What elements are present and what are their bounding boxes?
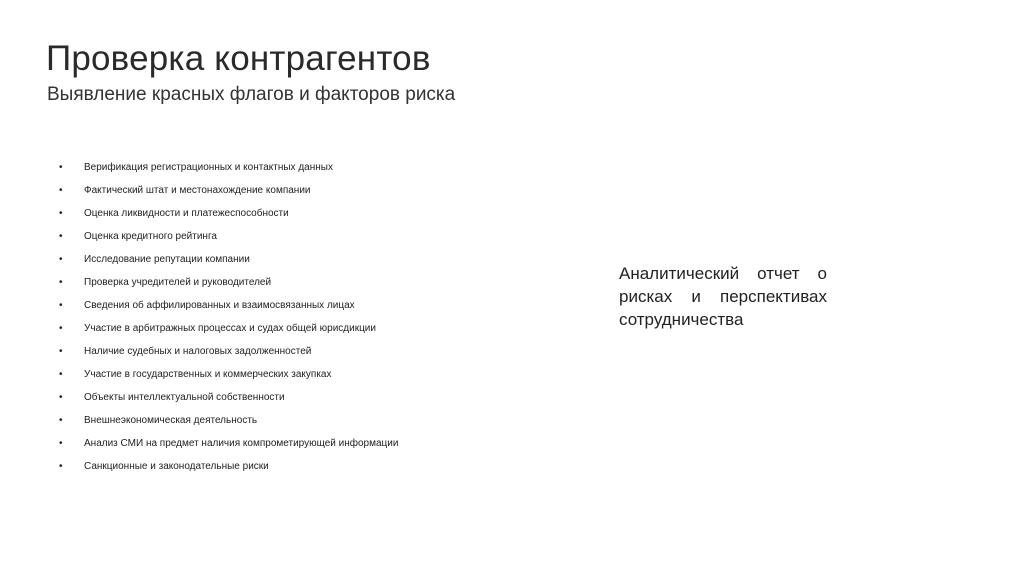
list-item [59, 342, 559, 365]
bullet-icon: • [59, 162, 63, 173]
list-item [59, 388, 559, 411]
bullet-icon: • [59, 185, 63, 196]
list-item-text: Наличие судебных и налоговых задолженностей [84, 346, 312, 357]
bullet-icon: • [59, 369, 63, 380]
list-item-text: Исследование репутации компании [84, 254, 250, 265]
list-item [59, 273, 559, 296]
list-item [59, 365, 559, 388]
list-item-text: Анализ СМИ на предмет наличия компрометирующей информации [84, 438, 399, 449]
list-item [59, 250, 559, 273]
list-item-text: Внешнеэкономическая деятельность [84, 415, 258, 426]
list-item-text: Санкционные и законодательные риски [84, 461, 269, 472]
list-item [59, 457, 559, 480]
bullet-icon: • [59, 438, 63, 449]
list-item-text: Оценка ликвидности и платежеспособности [84, 208, 289, 219]
list-item-text: Верификация регистрационных и контактных данных [84, 162, 333, 173]
bullet-icon: • [59, 254, 63, 265]
list-item [59, 296, 559, 319]
bullet-icon: • [59, 346, 63, 357]
list-item-text: Участие в государственных и коммерческих закупках [84, 369, 332, 380]
list-item [59, 434, 559, 457]
bullet-icon: • [59, 208, 63, 219]
list-item-text: Объекты интеллектуальной собственности [84, 392, 285, 403]
bullet-icon: • [59, 392, 63, 403]
list-item [59, 181, 559, 204]
list-item-text: Сведения об аффилированных и взаимосвязанных лицах [84, 300, 355, 311]
bullet-icon: • [59, 300, 63, 311]
list-item [59, 227, 559, 250]
list-item-text: Участие в арбитражных процессах и судах общей юрисдикции [84, 323, 376, 334]
list-item [59, 411, 559, 434]
bullet-icon: • [59, 231, 63, 242]
list-item-text: Оценка кредитного рейтинга [84, 231, 217, 242]
bullet-icon: • [59, 323, 63, 334]
list-item [59, 204, 559, 227]
report-summary-text: Аналитический отчет о рисках и перспективах сотрудничества [619, 264, 827, 329]
checklist [59, 158, 559, 480]
bullet-icon: • [59, 277, 63, 288]
slide-title: Проверка контрагентов [46, 39, 431, 78]
list-item-text: Проверка учредителей и руководителей [84, 277, 272, 288]
bullet-icon: • [59, 415, 63, 426]
list-item [59, 319, 559, 342]
list-item [59, 158, 559, 181]
slide-subtitle: Выявление красных флагов и факторов риска [47, 84, 456, 105]
list-item-text: Фактический штат и местонахождение компании [84, 185, 311, 196]
bullet-icon: • [59, 461, 63, 472]
